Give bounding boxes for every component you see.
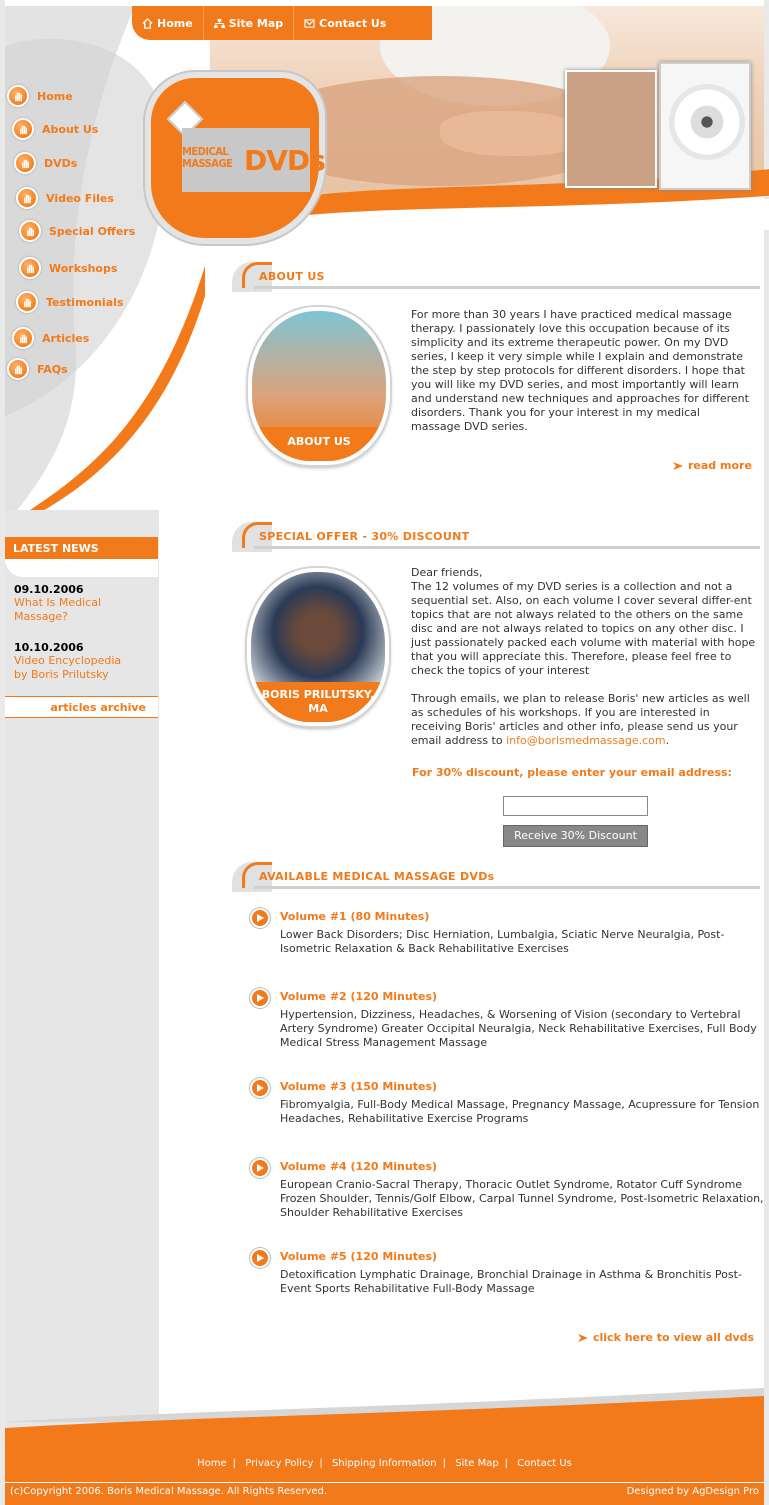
about-header-text: ABOUT US xyxy=(259,270,325,283)
volume-title[interactable]: Volume #2 (120 Minutes) xyxy=(280,990,438,1003)
volume-title[interactable]: Volume #5 (120 Minutes) xyxy=(280,1250,438,1263)
leftnav-articles[interactable] xyxy=(12,327,89,349)
logo-text-big: DVDs xyxy=(244,144,325,177)
leftnav-label: Testimonials xyxy=(46,295,124,309)
volume-description: Detoxification Lymphatic Drainage, Bronchial Drainage in Asthma & Bronchitis Post-Event Sports Rehabilitative Full-Body Massage xyxy=(280,1268,742,1295)
sitemap-icon xyxy=(214,18,225,29)
topnav-home[interactable] xyxy=(132,6,204,40)
leftnav-about[interactable] xyxy=(12,118,98,140)
leftnav-dvds[interactable] xyxy=(14,152,77,174)
hand-icon xyxy=(16,187,38,209)
play-arrow-icon xyxy=(250,1248,270,1268)
logo-text-small: MEDICAL MASSAGE xyxy=(182,145,233,170)
leftnav-label: DVDs xyxy=(44,156,78,170)
about-section-header xyxy=(232,262,760,292)
dvd-cover xyxy=(565,70,657,188)
dvds-section-header xyxy=(232,862,760,892)
play-arrow-icon xyxy=(250,988,270,1008)
special-header-text: SPECIAL OFFER - 30% DISCOUNT xyxy=(259,530,470,543)
latest-news-heading: LATEST NEWS xyxy=(5,537,158,559)
site-logo[interactable] xyxy=(182,128,325,192)
hand-icon xyxy=(14,152,36,174)
dvds-header-text: AVAILABLE MEDICAL MASSAGE DVDs xyxy=(259,870,495,883)
leftnav-home[interactable] xyxy=(7,85,73,107)
leftnav-testimonials[interactable] xyxy=(16,291,123,313)
latest-news-curve xyxy=(5,559,158,577)
arrow-right-icon xyxy=(673,462,683,470)
footer-link-sitemap[interactable]: Site Map xyxy=(455,1458,499,1469)
email-input[interactable] xyxy=(503,796,648,816)
play-arrow-icon xyxy=(250,1078,270,1098)
leftnav-videofiles[interactable] xyxy=(16,187,114,209)
author-badge[interactable] xyxy=(247,568,389,726)
news-item xyxy=(14,583,101,624)
play-arrow-icon xyxy=(250,908,270,928)
special-para1: The 12 volumes of my DVD series is a collection and not a sequential set. Also, on each volume I cover several differ-ent topics that are not always related to the others on the same disc and are not always related to topics on any other disc. I just passionately packed each volume with material with hope that you will appreciate this. Therefore, please feel free to check the topics of your interest xyxy=(411,580,756,677)
volume-description: Hypertension, Dizziness, Headaches, & Worsening of Vision (secondary to Vertebral Artery Syndrome) Greater Occipital Neuralgia, Neck Rehabilitative Exercises, Full Body Medical Stress Management Massage xyxy=(280,1008,757,1049)
volume-description: Fibromyalgia, Full-Body Medical Massage, Pregnancy Massage, Acupressure for Tension Headaches, Rehabilitative Exercise Programs xyxy=(280,1098,760,1125)
topnav-sitemap[interactable] xyxy=(204,6,294,40)
hand-icon xyxy=(7,358,29,380)
topnav-contact-label: Contact Us xyxy=(319,16,387,30)
receive-discount-button[interactable]: Receive 30% Discount xyxy=(503,825,648,847)
footer-link-shipping[interactable]: Shipping Information xyxy=(331,1458,437,1469)
dvd-disc xyxy=(669,84,745,160)
hand-icon xyxy=(16,291,38,313)
leftnav-label: Video Files xyxy=(46,191,114,205)
leftnav-label: Workshops xyxy=(49,261,118,275)
read-more-link[interactable]: read more xyxy=(673,459,752,472)
hand-icon xyxy=(12,118,34,140)
view-all-dvds-link[interactable]: click here to view all dvds xyxy=(578,1331,754,1344)
leftnav-label: FAQs xyxy=(37,362,68,376)
news-link[interactable]: What Is Medical Massage? xyxy=(14,596,102,623)
about-badge-label: ABOUT US xyxy=(252,427,386,461)
volume-title[interactable]: Volume #4 (120 Minutes) xyxy=(280,1160,438,1173)
footer-link-contact[interactable]: Contact Us xyxy=(517,1458,572,1469)
copyright-bar xyxy=(5,1482,764,1500)
home-icon xyxy=(142,18,153,29)
footer-links: Home | Privacy Policy | Shipping Information | Site Map | Contact Us xyxy=(5,1458,764,1469)
hand-icon xyxy=(12,327,34,349)
footer-link-home[interactable]: Home xyxy=(197,1458,227,1469)
envelope-icon xyxy=(304,18,315,29)
special-section-header xyxy=(232,522,760,552)
leftnav-workshops[interactable] xyxy=(19,257,117,279)
play-arrow-icon xyxy=(250,1158,270,1178)
about-badge[interactable] xyxy=(248,307,390,465)
hand-icon xyxy=(19,257,41,279)
news-date: 10.10.2006 xyxy=(14,641,84,654)
leftnav-label: About Us xyxy=(42,122,99,136)
dvd-case-image xyxy=(565,62,755,192)
news-link[interactable]: Video Encyclopedia by Boris Prilutsky xyxy=(14,654,122,681)
special-greeting: Dear friends, xyxy=(411,566,483,579)
hand-icon xyxy=(19,220,41,242)
topnav-home-label: Home xyxy=(157,16,193,30)
leftnav-specialoffers[interactable] xyxy=(19,220,135,242)
topnav-contact[interactable] xyxy=(294,6,396,40)
topnav-sitemap-label: Site Map xyxy=(228,16,284,30)
about-text: For more than 30 years I have practiced medical massage therapy. I passionately love this occupation because of its simplicity and its extreme therapeutic power. On my DVD series, I keep it very simple while I explain and demonstrate the step by step protocols for different disorders. I hope that you will like my DVD series, and most importantly will learn and understand new techniques and approaches for different disorders. Thank you for your interest in my medical massage DVD series. xyxy=(411,308,749,433)
volume-title[interactable]: Volume #3 (150 Minutes) xyxy=(280,1080,438,1093)
special-para2: Through emails, we plan to release Boris' new articles as well as schedules of his workshops. If you are interested in receiving Boris' articles and other info, please send us your email address to info@borismedmassage.com. xyxy=(411,692,750,747)
discount-prompt: For 30% discount, please enter your email address: xyxy=(412,766,732,779)
footer-link-privacy[interactable]: Privacy Policy xyxy=(245,1458,314,1469)
hand-icon xyxy=(7,85,29,107)
leftnav-faqs[interactable] xyxy=(7,358,68,380)
news-date: 09.10.2006 xyxy=(14,583,84,596)
leftnav-label: Articles xyxy=(42,331,90,345)
articles-archive-link[interactable]: articles archive xyxy=(5,696,158,718)
top-nav xyxy=(132,6,432,40)
news-item xyxy=(14,641,121,682)
leftnav-label: Special Offers xyxy=(49,224,136,238)
designer-credit[interactable]: Designed by AgDesign Pro xyxy=(626,1486,759,1497)
leftnav-label: Home xyxy=(37,89,73,103)
arrow-right-icon xyxy=(578,1334,588,1342)
copyright-text: (c)Copyright 2006. Boris Medical Massage. All Rights Reserved. xyxy=(10,1486,328,1497)
volume-title[interactable]: Volume #1 (80 Minutes) xyxy=(280,910,430,923)
volume-description: European Cranio-Sacral Therapy, Thoracic Outlet Syndrome, Rotator Cuff Syndrome Frozen Shoulder, Tennis/Golf Elbow, Carpal Tunnel Syndrome, Post-Isometric Relaxation, Shoulder Rehabilitative Exercises xyxy=(280,1178,764,1219)
author-badge-label: BORIS PRILUTSKY, MA xyxy=(251,682,385,722)
volume-description: Lower Back Disorders; Disc Herniation, Lumbalgia, Sciatic Nerve Neuralgia, Post-Isometric Relaxation & Back Rehabilitative Exercises xyxy=(280,928,725,955)
email-link[interactable]: info@borismedmassage.com xyxy=(506,734,666,747)
